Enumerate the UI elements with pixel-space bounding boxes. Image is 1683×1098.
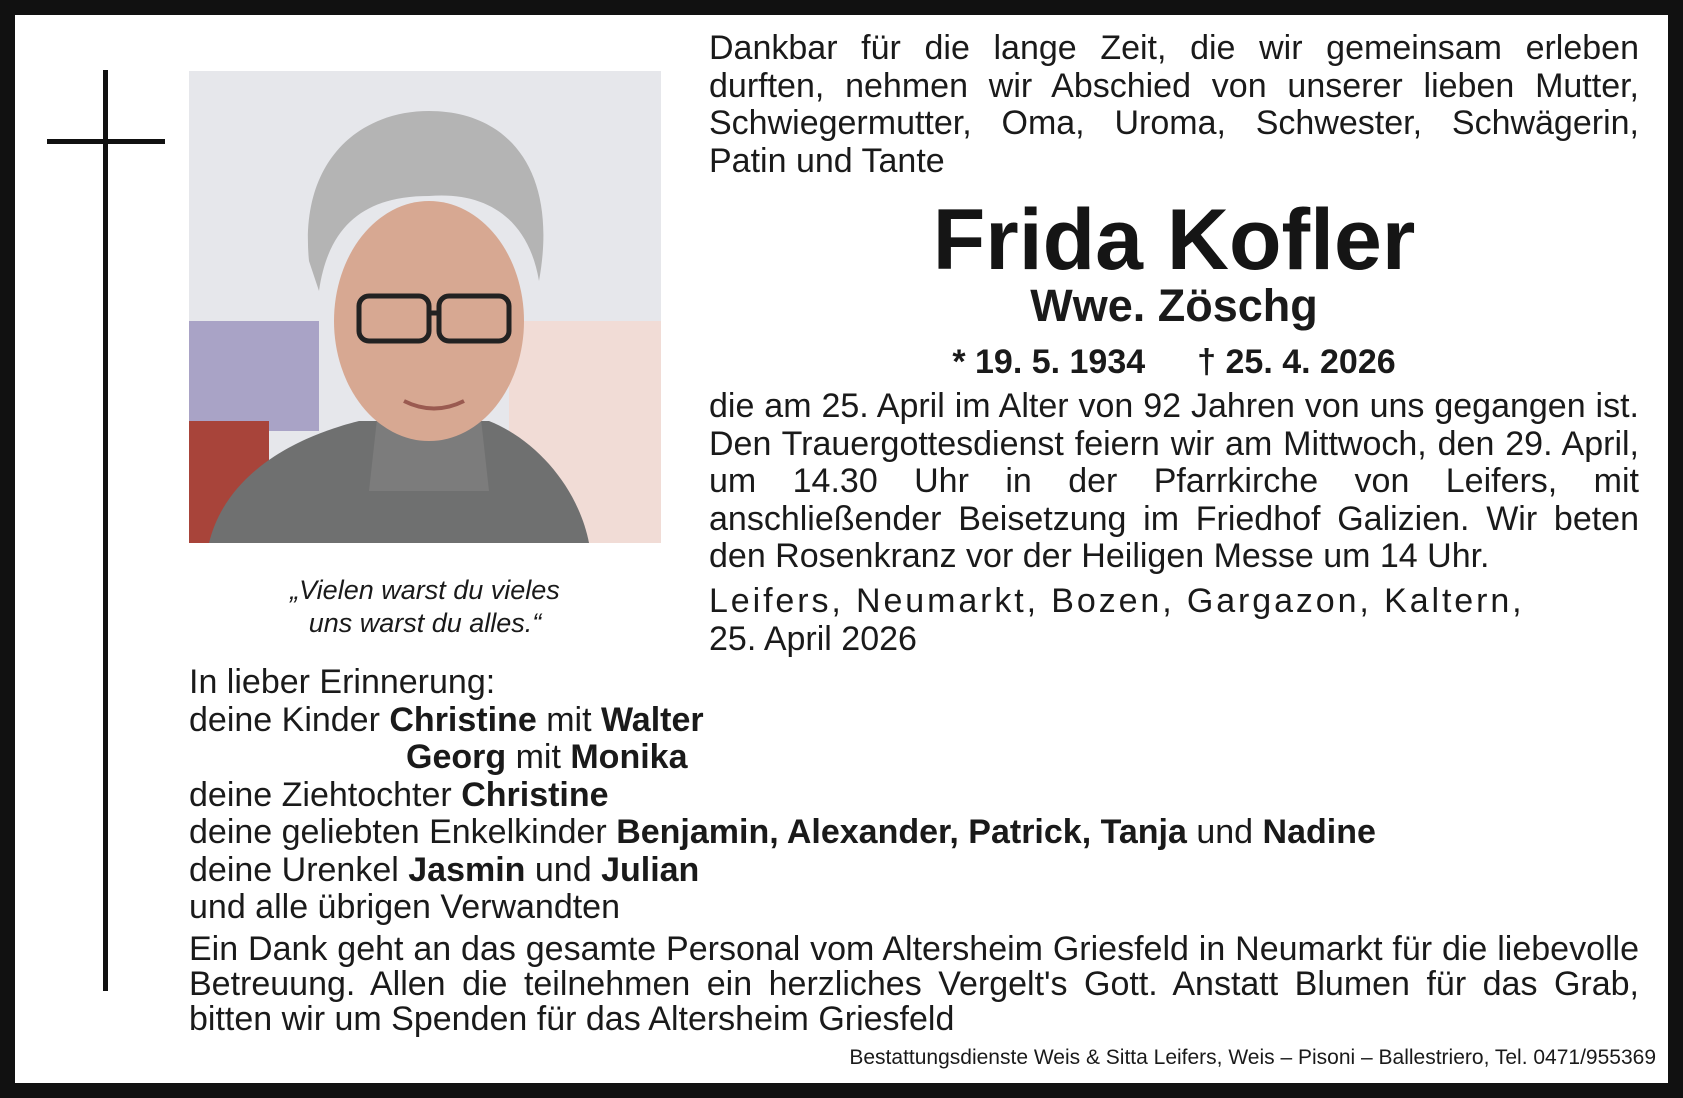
cross-icon-vertical <box>103 70 108 991</box>
funeral-details: die am 25. April im Alter von 92 Jahren von uns gegangen ist. Den Trauergottesdienst feiern wir am Mittwoch, den 29. April, um 14.30 Uhr in der Pfarrkirche von Leifers, mit anschließender Beisetzung im Friedhof Galizien. Wir beten den Rosenkranz vor der Heiligen Messe um 14 Uhr. <box>709 387 1639 575</box>
funeral-service-footer: Bestattungsdienste Weis & Sitta Leifers, Weis – Pisoni – Ballestriero, Tel. 0471/955369 <box>849 1046 1656 1069</box>
widow-name: Wwe. Zöschg <box>1030 280 1318 331</box>
places: Leifers, Neumarkt, Bozen, Gargazon, Kaltern, <box>709 582 1525 620</box>
list-item-great-grandchildren <box>189 852 1639 890</box>
children-prefix: deine Kinder <box>189 700 380 739</box>
connector-text: mit <box>515 738 561 776</box>
death-date: † 25. 4. 2026 <box>1197 343 1396 381</box>
foster-name: Christine <box>461 775 609 814</box>
partner-name: Monika <box>570 738 688 776</box>
place-date: 25. April 2026 <box>709 619 917 658</box>
list-item-children <box>189 702 1639 740</box>
list-item-grandchildren <box>189 814 1639 852</box>
connector-text: und <box>1196 813 1254 851</box>
quote-line-1: „Vielen warst du vieles <box>290 575 560 605</box>
birth-date: * 19. 5. 1934 <box>952 343 1146 381</box>
child-name: Christine <box>389 700 537 739</box>
grandchildren-names: Benjamin, Alexander, Patrick, Tanja <box>616 813 1187 851</box>
quote-line-2: uns warst du alles.“ <box>308 608 542 638</box>
grandchild-name: Nadine <box>1262 813 1376 851</box>
portrait-photo <box>189 71 661 543</box>
connector-text: und <box>534 850 592 889</box>
list-item-foster <box>189 777 1639 815</box>
great-grandchild-name: Julian <box>601 850 700 889</box>
memorial-quote <box>189 574 661 640</box>
life-dates <box>709 340 1639 384</box>
foster-prefix: deine Ziehtochter <box>189 775 452 814</box>
intro-text: Dankbar für die lange Zeit, die wir gemeinsam erleben durften, nehmen wir Abschied von unserer lieben Mutter, Schwiegermutter, Oma, Uroma, Schwester, Schwägerin, Patin und Tante <box>709 29 1639 180</box>
remembrance-list <box>189 664 1639 927</box>
place-and-date <box>709 583 1639 658</box>
list-item-children-2 <box>189 739 1639 777</box>
partner-name: Walter <box>600 700 704 739</box>
cross-icon-horizontal <box>47 139 165 144</box>
remembrance-heading: In lieber Erinnerung: <box>189 663 496 701</box>
great-grandchild-name: Jasmin <box>408 850 526 889</box>
great-prefix: deine Urenkel <box>189 850 399 889</box>
list-item-others: und alle übrigen Verwandten <box>189 888 620 926</box>
thanks-text: Ein Dank geht an das gesamte Personal vom Altersheim Griesfeld in Neumarkt für die liebevolle Betreuung. Allen die teilnehmen ein herzliches Vergelt's Gott. Anstatt Blumen für das Grab, bitten wir um Spenden für das Altersheim Griesfeld <box>189 930 1639 1038</box>
grandchildren-prefix: deine geliebten Enkelkinder <box>189 813 607 851</box>
connector-text: mit <box>546 700 592 739</box>
deceased-name: Frida Kofler <box>932 192 1416 288</box>
child-name: Georg <box>406 738 507 776</box>
